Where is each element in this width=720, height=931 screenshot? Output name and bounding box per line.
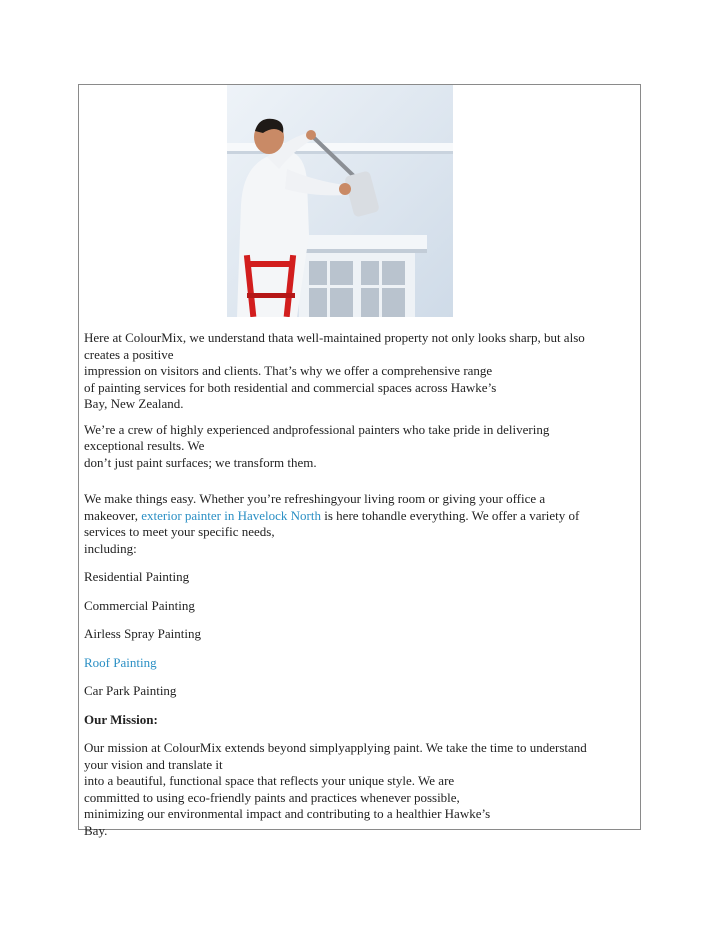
hero-image-painter (227, 85, 453, 317)
painter-hand (339, 183, 351, 195)
mission-heading: Our Mission: (84, 711, 158, 727)
service-item-residential: Residential Painting (84, 569, 190, 584)
easy-paragraph: We make things easy. Whether you’re refreshingyour living room or giving your office a makeover, exterior painter in Havelock North is here tohandle everything. We offer a variety of services to meet your specific needs, including: (84, 491, 580, 556)
mission-paragraph: Our mission at ColourMix extends beyond simplyapplying paint. We take the time to understand your vision and translate it into a beautiful, functional space that reflects your unique style. We are committed to using eco-friendly paints and practices whenever possible, minimizing our environmental impact and contributing to a healthier Hawke’s Bay. (84, 740, 587, 838)
exterior-painter-link[interactable]: exterior painter in Havelock North (141, 507, 321, 523)
service-item-airless-spray: Airless Spray Painting (84, 626, 201, 641)
crew-paragraph: We’re a crew of highly experienced andprofessional painters who take pride in delivering exceptional results. We don’t just paint surfaces; we transform them. (84, 421, 550, 470)
article-body (84, 330, 636, 839)
intro-paragraph: Here at ColourMix, we understand thata well-maintained property not only looks sharp, but also creates a positive impression on visitors and clients. That’s why we offer a comprehensive range of painting services for both residential and commercial spaces across Hawke’s Bay, New Zealand. (84, 330, 585, 411)
service-item-roof-link[interactable]: Roof Painting (84, 654, 157, 670)
service-item-commercial: Commercial Painting (84, 597, 195, 613)
service-item-car-park: Car Park Painting (84, 683, 177, 698)
painter-illustration (227, 85, 453, 317)
